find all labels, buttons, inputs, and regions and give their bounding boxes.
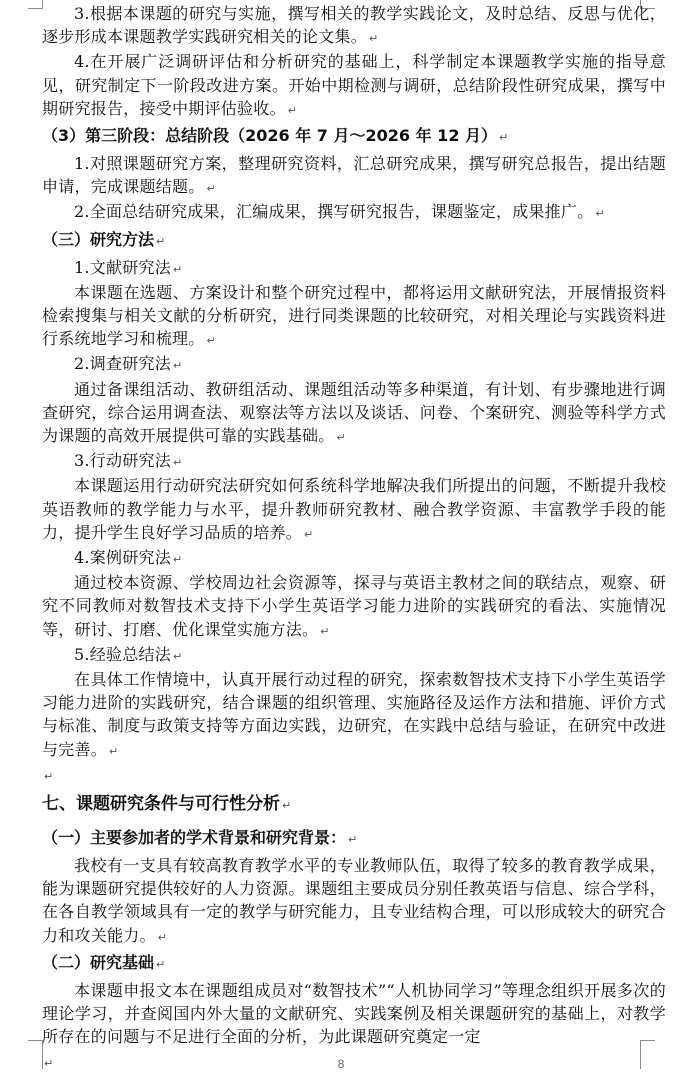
body-paragraph [42,2,666,50]
paragraph-text: 通过校本资源、学校周边社会资源等，探寻与英语主教材之间的联结点，观察、研究不同教师对数智技术支持下小学生英语学习能力进阶的实践研究的看法、实施情况等，研讨、打磨、优化课堂实施方法。 [42,573,666,639]
page-number: 8 [337,1057,345,1071]
paragraph-mark-icon: ↵ [157,930,168,944]
section-heading [42,228,666,254]
paragraph-mark-icon: ↵ [173,456,183,470]
paragraph-mark-icon: ↵ [304,527,314,541]
section-heading [42,951,666,977]
paragraph-mark-icon: ↵ [595,207,605,221]
body-paragraph [42,378,666,450]
paragraph-text: （一）主要参加者的学术背景和研究背景： [42,827,347,847]
paragraph-mark-icon: ↵ [369,32,379,46]
paragraph-text: 本课题在选题、方案设计和整个研究过程中，都将运用文献研究法，开展情报资料检索搜集与相关文献的分析研究，进行同类课题的比较研究，对相关理论与实践资料进行系统地学习和梳理。 [42,282,666,349]
body-paragraph [42,474,666,546]
paragraph-text: 2.全面总结研究成果，汇编成果，撰写研究报告，课题鉴定，成果推广。 [74,202,594,222]
section-heading [42,826,666,852]
paragraph-text: 七、课题研究条件与可行性分析 [42,793,280,814]
paragraph-text: 4.在开展广泛调研评估和分析研究的基础上，科学制定本课题教学实施的指导意见，研究制定下一阶段改进方案。开始中期检测与调研，总结阶段性研究成果，撰写中期研究报告，接受中期评估验收。 [42,52,666,118]
body-paragraph [42,449,666,474]
body-paragraph [42,546,666,571]
paragraph-mark-icon: ↵ [156,957,166,971]
body-paragraph [42,854,666,949]
paragraph-text: 1.对照课题研究方案，整理研究资料，汇总研究成果，撰写研究总报告，提出结题申请，完成课题结题。 [42,154,666,197]
body-paragraph [42,352,666,377]
paragraph-mark-icon: ↵ [348,832,358,846]
body-paragraph [42,668,666,763]
section-heading [42,124,666,150]
chapter-heading [42,792,666,818]
paragraph-mark-icon: ↵ [173,359,183,373]
paragraph-mark-icon: ↵ [44,769,54,783]
paragraph-mark-icon: ↵ [282,798,292,812]
paragraph-text: 3.行动研究法 [74,451,172,471]
body-paragraph [42,256,666,281]
paragraph-text: 3.根据本课题的研究与实施，撰写相关的教学实践论文，及时总结、反思与优化，逐步形成本课题教学实践研究相关的论文集。 [42,4,666,47]
paragraph-mark-icon: ↵ [287,103,298,117]
paragraph-text: 通过备课组活动、教研组活动、课题组活动等多种渠道，有计划、有步骤地进行调查研究，综合运用调查法、观察法等方法以及谈话、问卷、个案研究、测验等科学方式为课题的高效开展提供可靠的实践基础。 [42,379,666,446]
paragraph-text: 我校有一支具有较高教育教学水平的专业教师队伍，取得了较多的教育教学成果，能为课题研究提供较好的人力资源。课题组主要成员分别任教英语与信息、综合学科，在各自教学领域具有一定的教学与研究能力，且专业结构合理，可以形成较大的研究合力和攻关能力。 [42,855,666,945]
paragraph-text: 本课题申报文本在课题组成员对“数智技术”“人机协同学习”等理念组织开展多次的理论学习，并查阅国内外大量的文献研究、实践案例及相关课题研究的基础上，对教学所存在的问题与不足进行全面的分析，为此课题研究奠定一定 [42,980,666,1047]
paragraph-mark-icon: ↵ [206,182,216,196]
paragraph-text: 5.经验总结法 [74,644,172,664]
body-paragraph [42,50,666,122]
body-paragraph [42,979,666,1049]
body-paragraph [42,643,666,668]
paragraph-mark-icon: ↵ [173,553,183,567]
document-body[interactable] [42,2,666,1048]
body-paragraph [42,571,666,643]
paragraph-mark-icon: ↵ [173,262,183,276]
body-paragraph [42,281,666,353]
paragraph-mark-icon: ↵ [336,431,346,445]
paragraph-text: 在具体工作情境中，认真开展行动过程的研究，探索数智技术支持下小学生英语学习能力进阶的实践研究，结合课题的组织管理、实施路径及运作方法和措施、评价方式与标准、制度与政策支持等方面边实践，边研究，在实践中总结与验证，在研究中改进与完善。 [42,670,666,759]
paragraph-mark-icon: ↵ [156,234,166,248]
paragraph-mark-icon: ↵ [499,131,509,145]
paragraph-mark-icon: ↵ [320,624,330,638]
paragraph-text: 4.案例研究法 [74,548,172,568]
paragraph-text: （3）第三阶段：总结阶段（2026 年 7 月～2026 年 12 月） [42,126,498,146]
paragraph-text: （三）研究方法 [42,229,155,249]
paragraph-mark-icon: ↵ [173,649,183,663]
body-paragraph [42,200,666,225]
crop-mark-top-left [28,0,43,9]
paragraph-mark-icon: ↵ [44,1057,54,1070]
paragraph-mark-icon: ↵ [109,744,119,758]
blank-paragraph [42,763,666,786]
paragraph-text: 2.调查研究法 [74,354,172,374]
paragraph-text: （二）研究基础 [42,952,155,972]
paragraph-text: 本课题运用行动研究法研究如何系统科学地解决我们所提出的问题，不断提升我校英语教师的教学能力与水平，提升教师研究教材、融合教学资源、丰富教学手段的能力，提升学生良好学习品质的培养。 [42,476,666,542]
paragraph-text: 1.文献研究法 [74,257,172,277]
paragraph-mark-icon: ↵ [206,334,216,348]
body-paragraph [42,152,666,200]
